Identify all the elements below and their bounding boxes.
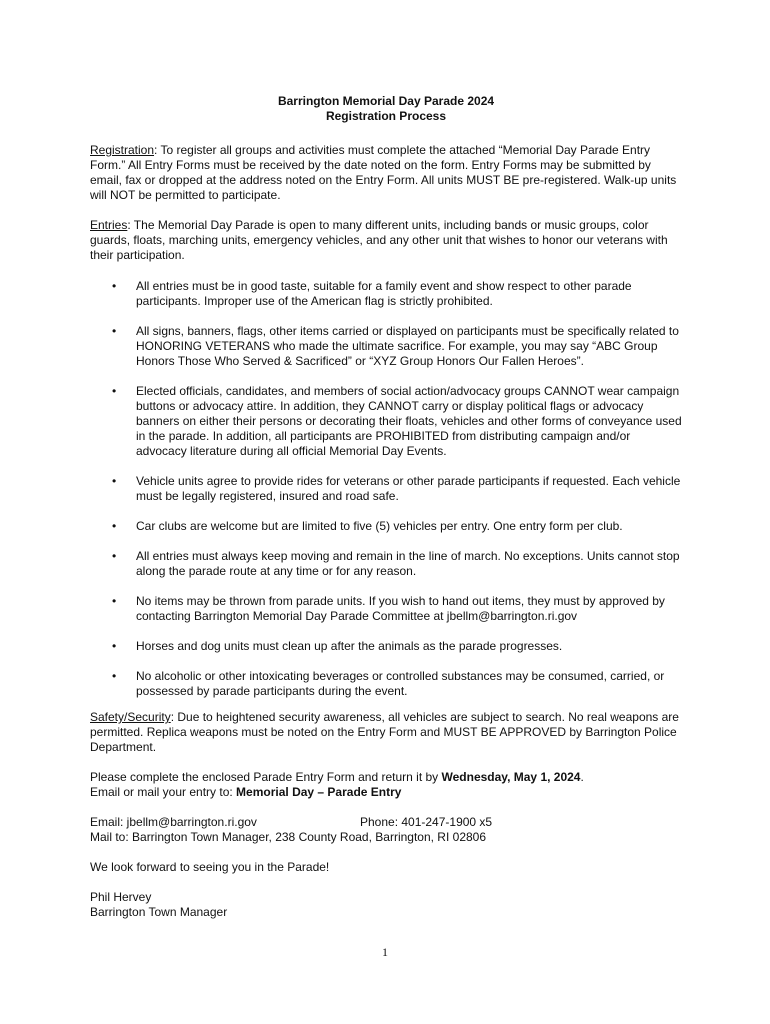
instructions-paragraph (90, 770, 682, 800)
contact-phone: Phone: 401-247-1900 x5 (360, 815, 493, 829)
contact-row (90, 815, 682, 830)
signature-name: Phil Hervey (90, 890, 152, 904)
rule-item: • All entries must always keep moving and remain in the line of march. No exceptions. Units cannot stop along the parade route at any time or for any reason. (90, 549, 682, 579)
rule-item: • Elected officials, candidates, and members of social action/advocacy groups CANNOT wear campaign buttons or advocacy attire. In addition, they CANNOT carry or display political flags or advocacy banners on either their persons or decorating their floats, vehicles and other forms of conveyance used in the parade. In addition, all participants are PROHIBITED from distributing campaign and/or advocacy literature during all official Memorial Day Events. (90, 384, 682, 459)
rule-item: • No alcoholic or other intoxicating beverages or controlled substances may be consumed, carried, or possessed by parade participants during the event. (90, 669, 682, 699)
safety-label: Safety/Security (90, 710, 171, 724)
instructions-line2: Email or mail your entry to: Memorial Day – Parade Entry (90, 785, 402, 799)
contact-block (90, 815, 682, 845)
rule-item: • All signs, banners, flags, other items carried or displayed on participants must be specifically related to HONORING VETERANS who made the ultimate sacrifice. For example, you may say “ABC Group Honors Those Who Served & Sacrificed” or “XYZ Group Honors Our Fallen Heroes”. (90, 324, 682, 369)
registration-paragraph (90, 143, 682, 203)
document-title: Barrington Memorial Day Parade 2024 (277, 94, 495, 108)
contact-mail: Mail to: Barrington Town Manager, 238 County Road, Barrington, RI 02806 (90, 830, 487, 844)
registration-text: : To register all groups and activities must complete the attached “Memorial Day Parade Entry Form.” All Entry Forms must be received by the date noted on the form. Entry Forms may be submitted by email, fax or dropped at the address noted on the Entry Form. All units MUST BE pre-registered. Walk-up units will NOT be permitted to participate. (90, 143, 677, 202)
rule-item: • Vehicle units agree to provide rides for veterans or other parade participants if requested. Each vehicle must be legally registered, insured and road safe. (90, 474, 682, 504)
rule-item: • No items may be thrown from parade units. If you wish to hand out items, they must by approved by contacting Barrington Memorial Day Parade Committee at jbellm@barrington.ri.gov (90, 594, 682, 624)
rule-item: • Car clubs are welcome but are limited to five (5) vehicles per entry. One entry form per club. (90, 519, 682, 534)
signature-title: Barrington Town Manager (90, 905, 228, 919)
registration-label: Registration (90, 143, 155, 157)
signature-block (90, 890, 682, 920)
safety-paragraph (90, 710, 682, 755)
rule-item: • Horses and dog units must clean up after the animals as the parade progresses. (90, 639, 682, 654)
entries-paragraph (90, 218, 682, 263)
contact-email: Email: jbellm@barrington.ri.gov (90, 815, 257, 829)
instructions-line1: Please complete the enclosed Parade Entry Form and return it by Wednesday, May 1, 2024. (90, 770, 584, 784)
document-subtitle: Registration Process (325, 109, 447, 123)
document-page (90, 94, 682, 920)
page-number: 1 (382, 945, 388, 959)
closing-text: We look forward to seeing you in the Parade! (90, 860, 330, 874)
deadline-date: Wednesday, May 1, 2024 (441, 770, 581, 784)
safety-text: : Due to heightened security awareness, all vehicles are subject to search. No real weapons are permitted. Replica weapons must be noted on the Entry Form and MUST BE APPROVED by Barrington Police Department. (90, 710, 679, 754)
rules-list (90, 279, 682, 699)
rule-item: • All entries must be in good taste, suitable for a family event and show respect to other parade participants. Improper use of the American flag is strictly prohibited. (90, 279, 682, 309)
email-subject: Memorial Day – Parade Entry (236, 785, 402, 799)
entries-label: Entries (90, 218, 128, 232)
entries-text: : The Memorial Day Parade is open to many different units, including bands or music groups, color guards, floats, marching units, emergency vehicles, and any other unit that wishes to honor our veterans with their participation. (90, 218, 668, 262)
